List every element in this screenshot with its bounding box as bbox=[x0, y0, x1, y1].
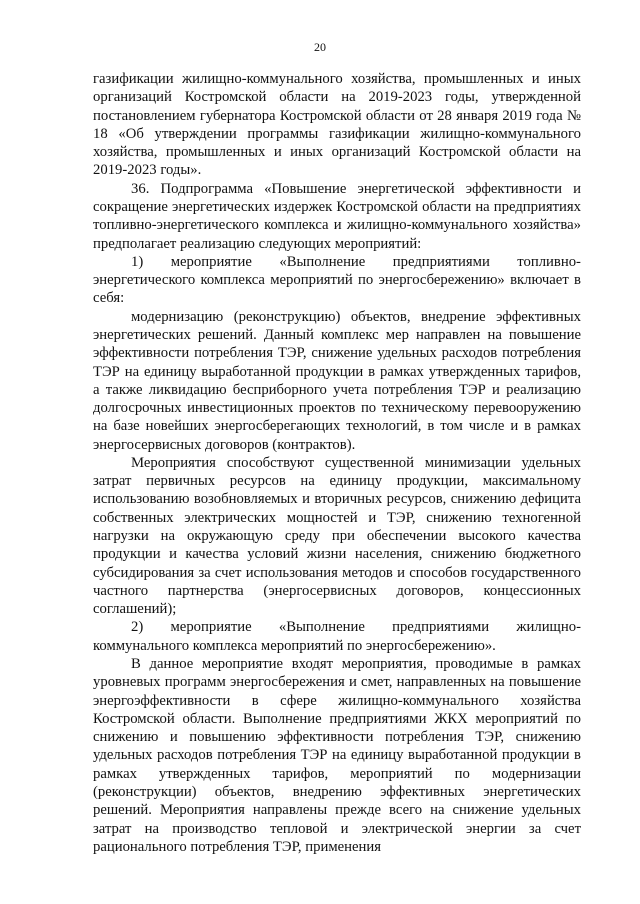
list-item-1-word: «Выполнение bbox=[279, 253, 366, 270]
list-item-1 bbox=[93, 253, 581, 308]
paragraph-housing-measures: В данное мероприятие входят мероприятия, проводимые в рамках уровневых программ энергосбережения и смет, направленных на повышение энергоэффективности в сфере жилищно-коммунального хозяйства Костромской области. Выполнение предприятиями ЖКХ мероприятий по снижению и повышению эффективности потребления ТЭР, снижению удельных расходов потребления ТЭР на единицу выработанной продукции в рамках утвержденных тарифов, мероприятий по модернизации (реконструкции) объектов, внедрению эффективных энергетических решений. Мероприятия направлены прежде всего на снижение удельных затрат на производство тепловой и электрической энергии за счет рационального потребления ТЭР, применения bbox=[93, 656, 581, 855]
list-item-2-number: 2) bbox=[131, 619, 144, 636]
paragraph-modernization: модернизацию (реконструкцию) объектов, внедрение эффективных энергетических решений. Данный комплекс мер направлен на повышение эффективности потребления ТЭР, снижение удельных расходов потребления ТЭР на единицу выработанной продукции в рамках утвержденных тарифов, а также ликвидацию бесприборного учета потребления ТЭР и реализацию долгосрочных инвестиционных проектов по техническому перевооружению на базе новейших энергосберегающих технологий, в том числе и в рамках энергосервисных договоров (контрактов). bbox=[93, 308, 581, 453]
list-item-2-first-line bbox=[93, 618, 581, 636]
list-item-2-word: мероприятие bbox=[170, 619, 252, 636]
list-item-1-word: мероприятие bbox=[170, 253, 252, 270]
page-number: 20 bbox=[314, 40, 326, 54]
list-item-1-first-line bbox=[93, 253, 581, 271]
list-item-1-number: 1) bbox=[131, 253, 144, 270]
body-text bbox=[93, 70, 581, 856]
list-item-2-word: предприятиями bbox=[392, 619, 490, 636]
list-item-2-word: «Выполнение bbox=[278, 619, 365, 636]
list-item-1-continuation: энергетического комплекса мероприятий по энергосбережению» включает в себя: bbox=[93, 272, 581, 307]
paragraph-measures-effects: Мероприятия способствуют существенной минимизации удельных затрат первичных ресурсов на единицу продукции, максимальному использованию возобновляемых и вторичных ресурсов, снижению дефицита собственных электрических мощностей и ТЭР, снижению техногенной нагрузки на окружающую среду при обеспечении высокого качества продукции и качества условий жизни населения, снижению бюджетного субсидирования за счет использования методов и способов государственного частного партнерства (энергосервисных договоров, концессионных соглашений); bbox=[93, 454, 581, 618]
list-item-2-word: жилищно- bbox=[516, 619, 581, 636]
list-item-1-word: предприятиями bbox=[392, 253, 490, 270]
list-item-2 bbox=[93, 618, 581, 655]
list-item-2-continuation: коммунального комплекса мероприятий по энергосбережению». bbox=[93, 637, 496, 654]
paragraph-subprogram-36: 36. Подпрограмма «Повышение энергетической эффективности и сокращение энергетических издержек Костромской области на предприятиях топливно-энергетического комплекса и жилищно-коммунального хозяйства» предполагает реализацию следующих мероприятий: bbox=[93, 180, 581, 252]
list-item-1-word: топливно- bbox=[517, 253, 581, 270]
paragraph-gasification-continuation: газификации жилищно-коммунального хозяйства, промышленных и иных организаций Костромской области на 2019-2023 годы, утвержденной постановлением губернатора Костромской области от 28 января 2019 года № 18 «Об утверждении программы газификации жилищно-коммунального хозяйства, промышленных и иных организаций Костромской области на 2019-2023 годы». bbox=[93, 71, 581, 179]
